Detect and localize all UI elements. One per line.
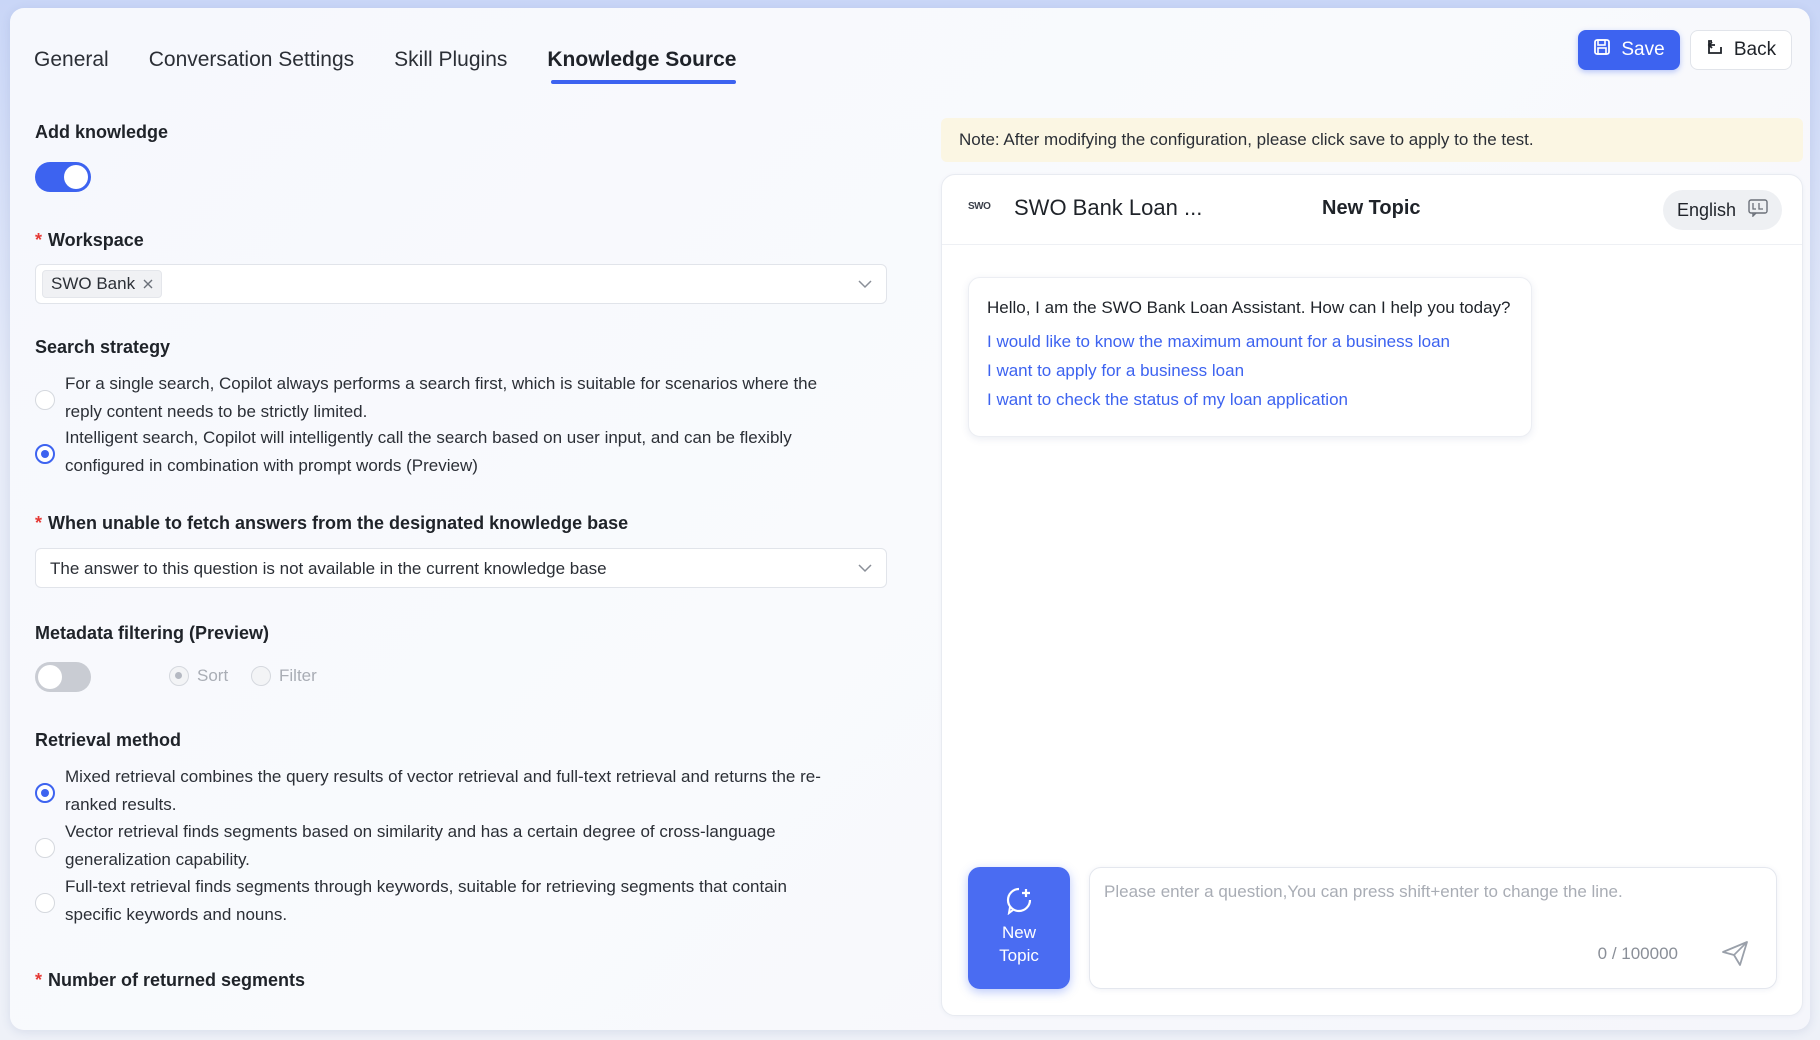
segments-label: * Number of returned segments [35,970,306,990]
question-input-box [1089,867,1777,989]
back-button[interactable] [1690,30,1792,70]
chevron-down-icon [858,277,872,296]
tab-knowledge-source[interactable]: Knowledge Source [547,48,736,82]
close-icon[interactable] [143,274,153,294]
suggestion-link[interactable]: I want to check the status of my loan application [987,390,1348,409]
config-note: Note: After modifying the configuration, please click save to apply to the test. [941,118,1803,162]
new-topic-button[interactable] [968,867,1070,989]
retrieval-option-fulltext[interactable]: Full-text retrieval finds segments through keywords, suitable for retrieving segments that contain specific keywords and nouns. [35,873,787,929]
add-knowledge-label: Add knowledge [35,122,169,142]
search-strategy-label: Search strategy [35,337,171,357]
workspace-select[interactable] [35,264,887,304]
fallback-value: The answer to this question is not available in the current knowledge base [50,559,607,578]
suggestion-link[interactable]: I would like to know the maximum amount for a business loan [987,332,1451,351]
send-icon[interactable] [1720,938,1750,973]
retrieval-label: Retrieval method [35,730,182,750]
bot-logo: SWO [968,201,991,212]
chevron-down-icon [858,561,872,580]
language-button[interactable] [1663,190,1782,230]
radio-filter [251,666,271,686]
question-input[interactable] [1104,882,1744,922]
language-icon [1748,199,1768,222]
workspace-label: * Workspace [35,230,144,250]
save-button[interactable] [1578,30,1680,70]
radio-fulltext-retrieval[interactable] [35,893,55,913]
workspace-tag [42,270,162,298]
radio-vector-retrieval[interactable] [35,838,55,858]
suggestion-link[interactable]: I want to apply for a business loan [987,361,1245,380]
metadata-option-sort: Sort [169,666,228,686]
fallback-label: * When unable to fetch answers from the designated knowledge base [35,513,629,533]
retrieval-option-mixed[interactable]: Mixed retrieval combines the query results of vector retrieval and full-text retrieval and returns the re- ranked results. [35,763,821,819]
knowledge-form [35,8,895,1030]
tab-skill-plugins[interactable]: Skill Plugins [394,48,508,71]
greeting-message [968,277,1532,437]
search-option-single[interactable]: For a single search, Copilot always performs a search first, which is suitable for scenarios where the reply content needs to be strictly limited. [35,370,817,426]
fallback-select[interactable] [35,548,887,588]
radio-sort [169,666,189,686]
chat-preview [941,174,1803,1016]
greeting-text: Hello, I am the SWO Bank Loan Assistant. How can I help you today? [987,298,1511,317]
language-label: English [1676,199,1736,220]
new-topic-icon [968,885,1070,921]
char-counter: 0 / 100000 [1597,944,1678,963]
bot-name: SWO Bank Loan ... [1014,195,1203,220]
save-icon [1593,38,1611,62]
retrieval-option-vector[interactable]: Vector retrieval finds segments based on similarity and has a certain degree of cross-language generalization capability. [35,818,776,874]
tab-conversation-settings[interactable]: Conversation Settings [148,48,355,71]
topic-title: New Topic [1322,197,1421,219]
new-topic-label-1: New [1001,923,1036,942]
add-knowledge-toggle[interactable] [35,162,91,192]
app-frame [10,8,1810,1030]
metadata-label: Metadata filtering (Preview) [35,623,270,643]
back-icon [1706,38,1724,62]
workspace-tag-label: SWO Bank [51,274,136,293]
new-topic-label-2: Topic [999,946,1039,965]
search-option-intelligent[interactable]: Intelligent search, Copilot will intelligently call the search based on user input, and can be flexibly configured in combination with prompt words (Preview) [35,424,792,480]
metadata-toggle[interactable] [35,662,91,692]
radio-single-search[interactable] [35,390,55,410]
required-mark: * [35,230,43,250]
radio-intelligent-search[interactable] [35,444,55,464]
back-label: Back [1733,39,1777,60]
metadata-option-filter: Filter [251,666,317,686]
tab-general[interactable]: General [34,48,109,71]
save-label: Save [1621,39,1665,60]
radio-mixed-retrieval[interactable] [35,783,55,803]
chat-header [942,175,1802,245]
